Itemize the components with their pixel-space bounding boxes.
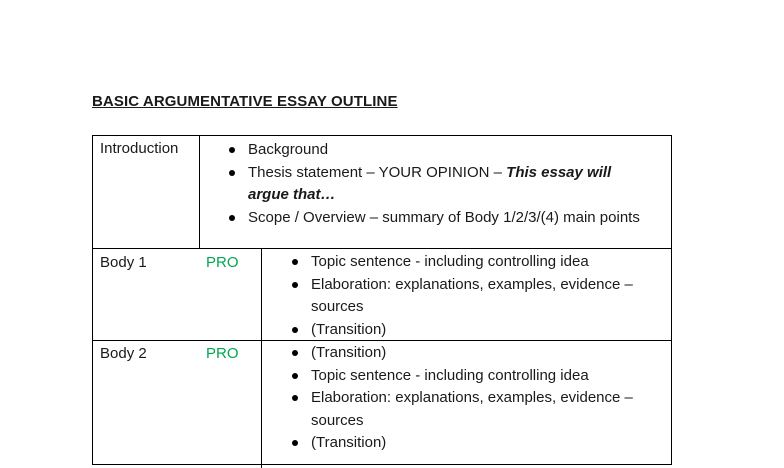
list-item-text: (Transition) (311, 434, 387, 451)
list-item-text: Elaboration: explanations, examples, evidence – sources (311, 275, 633, 315)
list-item-text: (Transition) (311, 320, 387, 338)
list-item-text: Topic sentence - including controlling idea (311, 253, 589, 270)
list-item (289, 319, 669, 342)
list-item (226, 139, 646, 162)
list-item (289, 342, 669, 365)
list-item (289, 365, 669, 388)
row-label-body-2: Body 2 (100, 345, 147, 362)
column-divider-intro (199, 136, 200, 248)
list-item-text: Scope / Overview – summary of Body 1/2/3/(4) main points (248, 208, 640, 226)
list-item-text: Elaboration: explanations, examples, evidence – sources (311, 389, 633, 429)
list-item-text: Background (248, 141, 329, 158)
stance-label-body-2: PRO (206, 345, 239, 362)
row-divider-intro-body1 (93, 248, 671, 249)
outline-table (92, 135, 672, 465)
list-item (289, 387, 669, 432)
list-item-text: (Transition) (311, 344, 387, 361)
list-item-text: Topic sentence - including controlling idea (311, 366, 589, 384)
list-item (226, 162, 646, 207)
document-title: BASIC ARGUMENTATIVE ESSAY OUTLINE (92, 93, 398, 110)
list-item (289, 251, 669, 274)
thesis-emphasis-text: This essay will argue that… (248, 163, 612, 203)
body2-bullet-list (289, 342, 669, 455)
list-item (289, 274, 669, 319)
column-divider-body (261, 248, 262, 468)
list-item-text: Thesis statement – YOUR OPINION – (248, 163, 507, 181)
list-item (289, 432, 669, 455)
stance-label-body-1: PRO (206, 254, 239, 271)
intro-bullet-list (226, 139, 646, 229)
body1-bullet-list (289, 251, 669, 341)
row-label-body-1: Body 1 (100, 254, 147, 271)
row-label-introduction: Introduction (100, 140, 179, 157)
list-item (226, 207, 646, 230)
